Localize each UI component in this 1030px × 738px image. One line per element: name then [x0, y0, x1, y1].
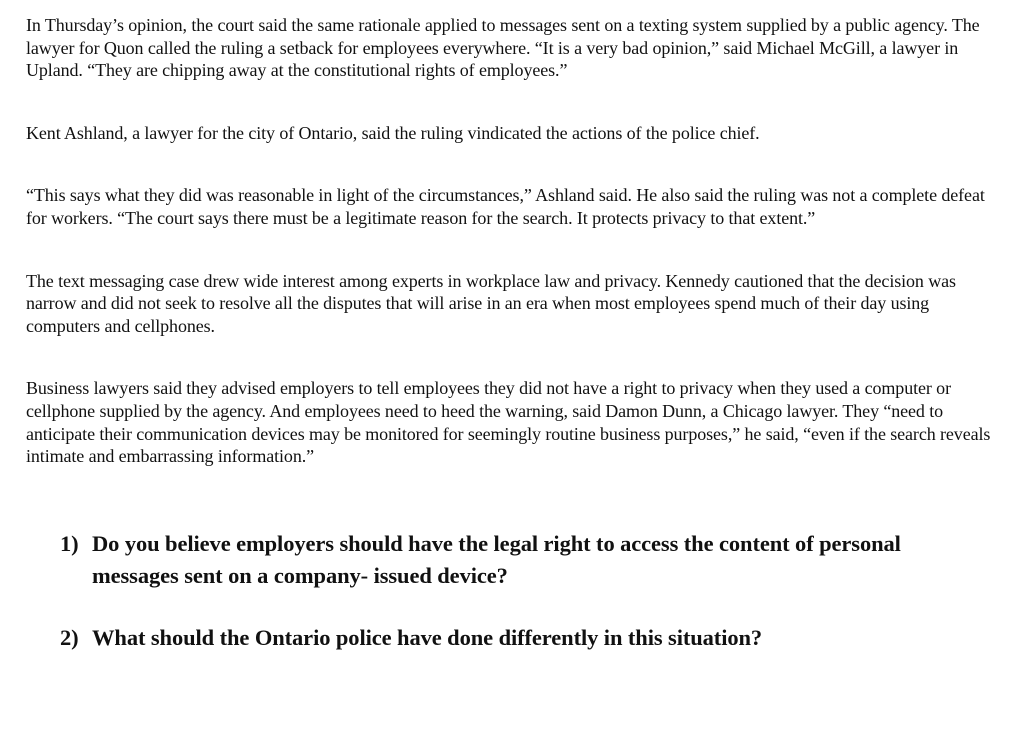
question-text: What should the Ontario police have done differently in this situation?: [92, 624, 763, 650]
document-page: [26, 14, 1006, 654]
question-item-2: [26, 622, 1006, 654]
paragraph-business-lawyers: Business lawyers said they advised employers to tell employees they did not have a right to privacy when they used a computer or cellphone supplied by the agency. And employees need to heed the warning, said Damon Dunn, a Chicago lawyer. They “need to anticipate their communication devices may be monitored for seemingly routine business purposes,” he said, “even if the search reveals intimate and embarrassing information.”: [26, 378, 991, 467]
question-number: 1): [60, 530, 79, 556]
paragraph-kent-ashland: Kent Ashland, a lawyer for the city of Ontario, said the ruling vindicated the actions of the police chief.: [26, 122, 760, 143]
question-item-1: [26, 528, 1006, 592]
paragraph-thursday-opinion: In Thursday’s opinion, the court said the same rationale applied to messages sent on a texting system supplied by a public agency. The lawyer for Quon called the ruling a setback for employees everywhere. “It is a very bad opinion,” said Michael McGill, a lawyer in Upland. “They are chipping away at the constitutional rights of employees.”: [26, 15, 980, 81]
question-number: 2): [60, 624, 79, 650]
paragraph-ashland-quote: “This says what they did was reasonable in light of the circumstances,” Ashland said. He also said the ruling was not a complete defeat for workers. “The court says there must be a legitimate reason for the search. It protects privacy to that extent.”: [26, 185, 985, 228]
paragraph-text-messaging-case: The text messaging case drew wide interest among experts in workplace law and privacy. Kennedy cautioned that the decision was narrow and did not seek to resolve all the disputes that will arise in an era when most employees spend much of their day using computers and cellphones.: [26, 270, 956, 336]
question-text: Do you believe employers should have the legal right to access the content of personal messages sent on a company- issued device?: [92, 530, 901, 588]
question-list: [26, 528, 1006, 654]
